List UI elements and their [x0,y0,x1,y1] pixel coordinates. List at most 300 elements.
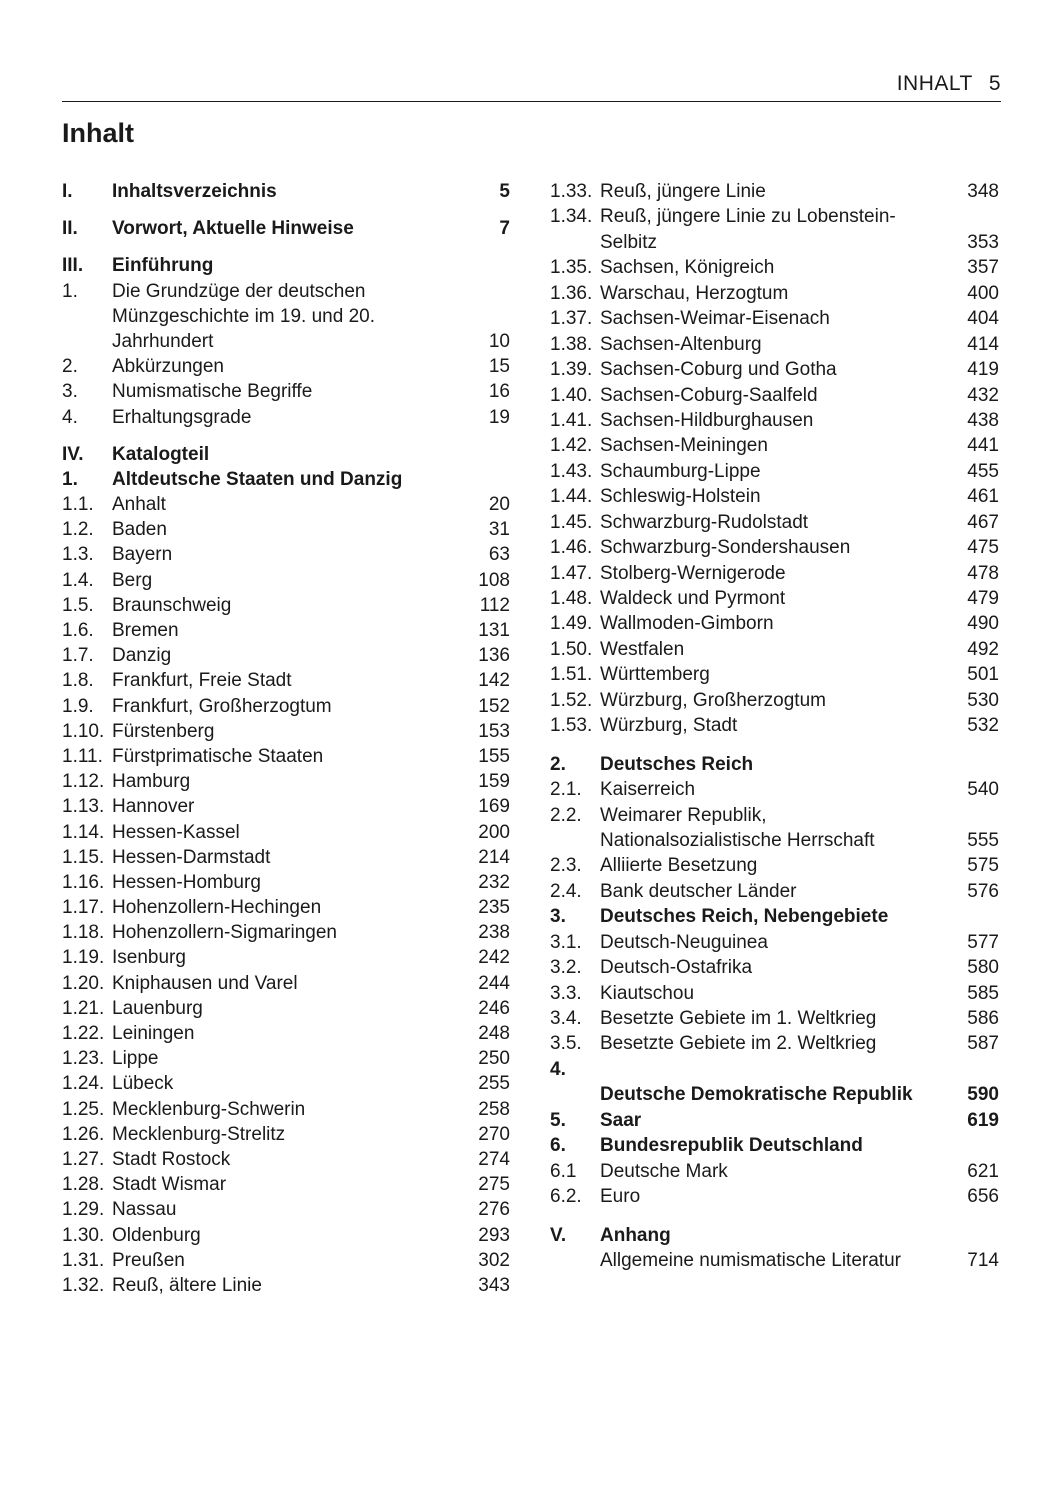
toc-entry-title: Sachsen, Königreich [600,257,775,279]
toc-entry-page: 244 [478,972,510,994]
toc-entry-number: 1.10. [62,720,105,742]
toc-entry-number: 1.39. [550,359,593,381]
toc-entry-page: 353 [967,231,999,253]
toc-entry-title: Besetzte Gebiete im 1. Weltkrieg [600,1008,877,1030]
toc-entry-title: Bundesrepublik Deutschland [600,1135,863,1157]
toc-entry-title: Katalogteil [112,443,210,465]
toc-entry-number: 1.21. [62,997,105,1019]
toc-entry-number: 1.32. [62,1274,105,1296]
toc-entry-page: 19 [488,406,510,428]
toc-entry [550,1057,999,1108]
toc-entry-page: 432 [967,384,999,406]
toc-entry-number: 4. [550,1058,566,1080]
toc-entry-page: 441 [967,435,999,457]
toc-left-column [62,179,510,1298]
toc-entry-number: 1.29. [62,1199,105,1221]
toc-entry-page: 250 [478,1048,510,1070]
toc-entry-page: 478 [967,562,999,584]
toc-entry-page: 155 [478,745,510,767]
toc-entry-title: Braunschweig [112,594,232,616]
toc-entry-number: 1. [62,280,78,302]
toc-entry-number: 1.14. [62,821,105,843]
toc-entry-title: Fürstprimatische Staaten [112,745,324,767]
toc-entry-page: 555 [967,829,999,851]
toc-entry-number: 1.50. [550,638,593,660]
toc-entry [550,1031,999,1056]
toc-entry-number: 1.2. [62,519,94,541]
toc-entry-page: 235 [478,897,510,919]
toc-entry-page: 276 [478,1199,510,1221]
header-rule [62,101,1001,102]
toc-entry-title: Deutsche Demokratische Republik [600,1084,913,1106]
toc-entry-number: 1.7. [62,645,94,667]
toc-entry-number: 6.2. [550,1186,582,1208]
toc-entry-page: 16 [488,381,510,403]
toc-entry-title: Kniphausen und Varel [112,972,298,994]
toc-entry-number: 1.42. [550,435,593,457]
toc-entry-page: 621 [967,1160,999,1182]
toc-entry-title: Deutsches Reich, Nebengebiete [600,906,889,928]
toc-entry [550,853,999,878]
toc-entry-title: Sachsen-Weimar-Eisenach [600,308,830,330]
toc-entry [62,895,510,920]
toc-entry-title: Deutsches Reich [600,753,754,775]
toc-entry [62,593,510,618]
toc-entry-number: 1.25. [62,1098,105,1120]
toc-entry-title: Frankfurt, Großherzogtum [112,695,332,717]
toc-entry-title: Waldeck und Pyrmont [600,588,786,609]
toc-entry-page: 232 [478,871,510,893]
toc-entry [62,354,510,379]
toc-entry [550,433,999,458]
toc-entry [550,637,999,662]
toc-entry-title: Württemberg [600,664,710,686]
toc-entry-number: 1.20. [62,972,105,994]
toc-entry [62,467,510,492]
toc-entry-page: 490 [967,613,999,635]
toc-entry-number: 1.19. [62,947,105,969]
toc-entry [550,662,999,687]
toc-entry-title: Würzburg, Stadt [600,715,738,737]
toc-entry-number: 1.13. [62,796,105,818]
toc-entry-title: Würzburg, Großherzogtum [600,689,826,711]
toc-entry-number: 3. [550,906,566,928]
toc-entry-page: 258 [478,1098,510,1120]
toc-entry-number: 1.31. [62,1249,105,1271]
toc-entry-title: Hannover [112,796,195,818]
toc-entry-number: 1.34. [550,206,593,228]
toc-entry-number: 1.38. [550,333,593,355]
toc-entry-number: 1.27. [62,1148,105,1170]
toc-entry-number: 5. [550,1109,566,1131]
toc-entry-number: 3.3. [550,982,582,1004]
toc-entry-number: V. [550,1224,567,1246]
toc-entry-page: 357 [967,257,999,279]
toc-entry-title: Mecklenburg-Schwerin [112,1098,306,1120]
toc-entry-page: 575 [967,855,999,877]
toc-entry-title: Kiautschou [600,982,695,1004]
toc-entry-number: 1.36. [550,282,593,304]
toc-entry-number: 1.22. [62,1023,105,1045]
toc-entry-page: 274 [478,1148,510,1170]
toc-entry-title: Lübeck [112,1073,174,1095]
toc-entry [550,879,999,904]
toc-entry-number: 1.52. [550,689,593,711]
toc-entry-number: 1.17. [62,897,105,919]
toc-entry-title: Reuß, jüngere Linie [600,180,766,202]
toc-entry-number: 1.1. [62,494,94,516]
running-title: INHALT [896,72,973,95]
toc-entry-number: 1.6. [62,620,94,642]
toc-entry [62,568,510,593]
toc-entry [550,561,999,586]
toc-entry-number: 1.5. [62,594,94,616]
toc-entry-page: 438 [967,409,999,431]
toc-entry [62,618,510,643]
toc-entry-page: 5 [499,180,510,202]
toc-entry-title: Nassau [112,1199,177,1221]
toc-entry-page: 248 [478,1023,510,1045]
toc-entry [62,971,510,996]
toc-entry [550,332,999,357]
toc-entry-title: Warschau, Herzogtum [600,282,789,304]
toc-entry [62,769,510,794]
toc-entry-number: 1.35. [550,257,593,279]
toc-entry-title: Bayern [112,544,173,566]
toc-entry-title: Preußen [112,1249,185,1271]
toc-entry-title: Schleswig-Holstein [600,486,761,508]
toc-entry-number: 1.33. [550,180,593,202]
toc-entry-page: 580 [967,957,999,979]
toc-entry-page: 404 [967,308,999,330]
toc-entry [550,1159,999,1184]
toc-entry [550,179,999,204]
toc-entry-number: 6. [550,1135,566,1157]
toc-entry-title: Anhalt [112,494,166,516]
toc-entry-number: 1.23. [62,1048,105,1070]
toc-entry [550,255,999,280]
toc-entry [550,357,999,382]
toc-entry-title: Hessen-Homburg [112,871,261,893]
toc-entry-page: 131 [478,620,510,642]
toc-entry-page: 577 [967,931,999,953]
toc-entry-page: 63 [488,544,510,566]
toc-entry-page: 656 [967,1186,999,1208]
toc-entry-title: Reuß, jüngere Linie zu Lobenstein-Selbitz [600,206,896,253]
toc-entry-title: Deutsch-Neuguinea [600,931,768,953]
toc-entry-number: II. [62,218,78,240]
toc-entry-page: 419 [967,359,999,381]
toc-entry-page: 255 [478,1073,510,1095]
toc-entry [550,981,999,1006]
toc-entry [550,713,999,738]
toc-entry-title: Altdeutsche Staaten und Danzig [112,468,403,490]
toc-entry-title: Stadt Wismar [112,1174,227,1196]
toc-entry [62,694,510,719]
toc-entry [62,492,510,517]
toc-entry-number: 1.3. [62,544,94,566]
toc-entry-title: Einführung [112,255,214,277]
toc-entry [550,904,999,929]
toc-entry [550,510,999,535]
toc-entry-number: III. [62,255,84,277]
toc-entry-title: Inhaltsverzeichnis [112,180,277,202]
toc-entry-title: Lauenburg [112,997,203,1019]
toc-entry-title: Erhaltungsgrade [112,406,252,428]
toc-entry-title: Schwarzburg-Rudolstadt [600,511,809,533]
toc-entry-number: 1.46. [550,537,593,559]
page-number: 5 [988,72,1001,95]
toc-entry-number: 1.48. [550,588,593,609]
toc-entry-title: Reuß, ältere Linie [112,1274,262,1296]
toc-entry-number: 1.4. [62,569,94,591]
toc-entry-title: Hohenzollern-Hechingen [112,897,322,919]
toc-entry [550,1006,999,1031]
toc-right-column [550,179,999,1273]
toc-entry [550,586,999,611]
toc-entry [550,777,999,802]
toc-entry [550,752,999,777]
toc-entry-title: Schwarzburg-Sondershausen [600,537,851,559]
toc-entry-number: 6.1 [550,1160,577,1182]
toc-entry-number: 1.11. [62,745,103,767]
toc-entry-number: 1.45. [550,511,593,533]
toc-entry-title: Wallmoden-Gimborn [600,613,774,635]
toc-entry [550,930,999,955]
toc-entry [550,383,999,408]
toc-entry [62,1248,510,1273]
toc-entry-number: IV. [62,443,84,465]
toc-entry-page: 479 [967,588,999,609]
toc-entry-number: 3.2. [550,957,582,979]
toc-entry-title: Hessen-Darmstadt [112,846,271,868]
toc-entry [550,1133,999,1158]
toc-entry-page: 246 [478,997,510,1019]
toc-entry-page: 532 [967,715,999,737]
toc-entry-page: 414 [967,333,999,355]
toc-entry-title: Sachsen-Hildburghausen [600,409,814,431]
toc-entry-number: I. [62,180,73,202]
toc-entry [62,442,510,467]
toc-entry [550,803,999,854]
toc-entry [62,1172,510,1197]
toc-entry [62,1223,510,1248]
toc-entry-number: 3.5. [550,1033,582,1055]
toc-entry-page: 159 [478,771,510,793]
toc-entry-page: 10 [488,330,510,352]
toc-entry-title: Numismatische Begriffe [112,381,313,403]
toc-entry-title: Bank deutscher Länder [600,880,797,902]
toc-entry [62,945,510,970]
toc-entry-page: 492 [967,638,999,660]
toc-entry-number: 2.1. [550,779,582,801]
toc-entry-page: 587 [967,1033,999,1055]
toc-entry-number: 2. [550,753,566,775]
toc-entry [62,379,510,404]
toc-entry-number: 1.44. [550,486,593,508]
toc-entry-number: 1.51. [550,664,593,686]
toc-entry [62,1147,510,1172]
toc-entry-title: Sachsen-Altenburg [600,333,762,355]
running-head [897,72,1001,96]
toc-entry-title: Alliierte Besetzung [600,855,758,877]
toc-entry-page: 348 [967,180,999,202]
toc-entry [62,1021,510,1046]
toc-entry [62,216,510,241]
toc-entry [62,794,510,819]
toc-entry-page: 238 [478,922,510,944]
toc-entry-page: 169 [478,796,510,818]
toc-entry-page: 108 [478,569,510,591]
toc-entry-title: Fürstenberg [112,720,215,742]
toc-entry [62,996,510,1021]
toc-entry [550,281,999,306]
page-title: Inhalt [62,118,134,148]
toc-entry-page: 31 [488,519,510,541]
toc-entry-title: Baden [112,519,167,541]
toc-entry-number: 1.26. [62,1123,105,1145]
toc-entry-page: 302 [478,1249,510,1271]
toc-entry [62,253,510,278]
toc-entry [62,744,510,769]
toc-entry-title: Vorwort, Aktuelle Hinweise [112,218,354,240]
toc-entry-title: Sachsen-Coburg-Saalfeld [600,384,818,406]
toc-entry [550,1223,999,1248]
toc-entry-page: 714 [967,1249,999,1271]
toc-entry-page: 501 [967,664,999,686]
toc-entry-number: 4. [62,406,78,428]
toc-entry-page: 467 [967,511,999,533]
toc-entry-page: 590 [967,1084,999,1106]
toc-entry [550,1108,999,1133]
toc-entry-page: 153 [478,720,510,742]
toc-entry-page: 455 [967,460,999,482]
toc-entry-page: 200 [478,821,510,843]
toc-entry-number: 1.47. [550,562,593,584]
toc-entry-page: 20 [488,494,510,516]
toc-entry [62,1122,510,1147]
toc-entry [550,1184,999,1209]
toc-entry-number: 1.8. [62,670,94,692]
toc-entry-page: 586 [967,1008,999,1030]
toc-entry-title: Deutsch-Ostafrika [600,957,753,979]
toc-entry-page: 270 [478,1123,510,1145]
toc-entry-page: 293 [478,1224,510,1246]
toc-entry-number: 1.40. [550,384,593,406]
toc-entry [62,870,510,895]
toc-entry [550,1248,999,1273]
toc-entry-title: Hamburg [112,771,191,793]
toc-entry-number: 1.43. [550,460,593,482]
toc-entry [550,204,999,255]
toc-entry-title: Allgemeine numismatische Literatur [600,1249,901,1271]
toc-entry-title: Abkürzungen [112,356,224,378]
toc-entry-title: Isenburg [112,947,186,969]
toc-entry [550,955,999,980]
toc-entry-title: Stadt Rostock [112,1148,231,1170]
toc-entry [62,820,510,845]
toc-entry-title: Oldenburg [112,1224,201,1246]
toc-entry-number: 1.9. [62,695,94,717]
toc-entry-number: 1.37. [550,308,593,330]
toc-entry [62,719,510,744]
toc-entry [62,1197,510,1222]
toc-entry-number: 2. [62,356,78,378]
toc-entry [62,1097,510,1122]
toc-entry-number: 3. [62,381,78,403]
toc-entry [62,845,510,870]
toc-entry-number: 1.41. [550,409,593,431]
toc-entry-title: Bremen [112,620,179,642]
toc-entry-title: Sachsen-Coburg und Gotha [600,359,837,381]
toc-entry-number: 1.15. [62,846,105,868]
toc-entry-number: 1.30. [62,1224,105,1246]
toc-entry-page: 619 [967,1109,999,1131]
toc-entry-title: Weimarer Republik, Nationalsozialistische Herrschaft [600,804,875,851]
toc-entry-page: 152 [478,695,510,717]
toc-entry-title: Sachsen-Meiningen [600,435,768,457]
toc-entry-page: 343 [478,1274,510,1296]
toc-entry-title: Hohenzollern-Sigmaringen [112,922,337,944]
toc-entry-number: 1.16. [62,871,105,893]
toc-entry-title: Berg [112,569,153,591]
toc-entry-number: 2.4. [550,880,582,902]
toc-entry [62,668,510,693]
toc-entry-page: 585 [967,982,999,1004]
toc-entry [550,484,999,509]
toc-entry-page: 214 [478,846,510,868]
toc-entry-title: Saar [600,1109,642,1131]
toc-entry-page: 7 [499,218,510,240]
toc-entry-title: Frankfurt, Freie Stadt [112,670,292,692]
toc-entry-title: Euro [600,1186,641,1208]
toc-entry-title: Stolberg-Wernigerode [600,562,786,584]
toc-entry [62,920,510,945]
toc-entry-number: 1.49. [550,613,593,635]
toc-entry-title: Schaumburg-Lippe [600,460,761,482]
toc-entry-title: Kaiserreich [600,779,696,801]
toc-entry-number: 2.3. [550,855,582,877]
toc-entry-number: 2.2. [550,804,582,826]
toc-entry [550,459,999,484]
toc-entry-number: 1.18. [62,922,105,944]
toc-entry-number: 3.1. [550,931,582,953]
toc-entry-page: 475 [967,537,999,559]
toc-entry [550,535,999,560]
toc-entry-page: 540 [967,779,999,801]
toc-entry-page: 400 [967,282,999,304]
toc-entry-title: Westfalen [600,638,685,660]
toc-entry-number: 1.53. [550,715,593,737]
toc-entry [550,611,999,636]
toc-entry [62,643,510,668]
toc-entry-page: 576 [967,880,999,902]
toc-entry [62,279,510,355]
toc-entry-title: Hessen-Kassel [112,821,240,843]
toc-entry [62,405,510,430]
toc-entry-number: 1. [62,468,78,490]
toc-entry-number: 1.28. [62,1174,105,1196]
toc-entry [550,688,999,713]
toc-entry-title: Deutsche Mark [600,1160,728,1182]
toc-entry-title: Mecklenburg-Strelitz [112,1123,286,1145]
toc-entry [62,1071,510,1096]
toc-entry [62,517,510,542]
toc-entry-number: 1.24. [62,1073,105,1095]
toc-entry-page: 461 [967,486,999,508]
toc-entry-title: Anhang [600,1224,671,1246]
toc-entry-title: Lippe [112,1048,159,1070]
